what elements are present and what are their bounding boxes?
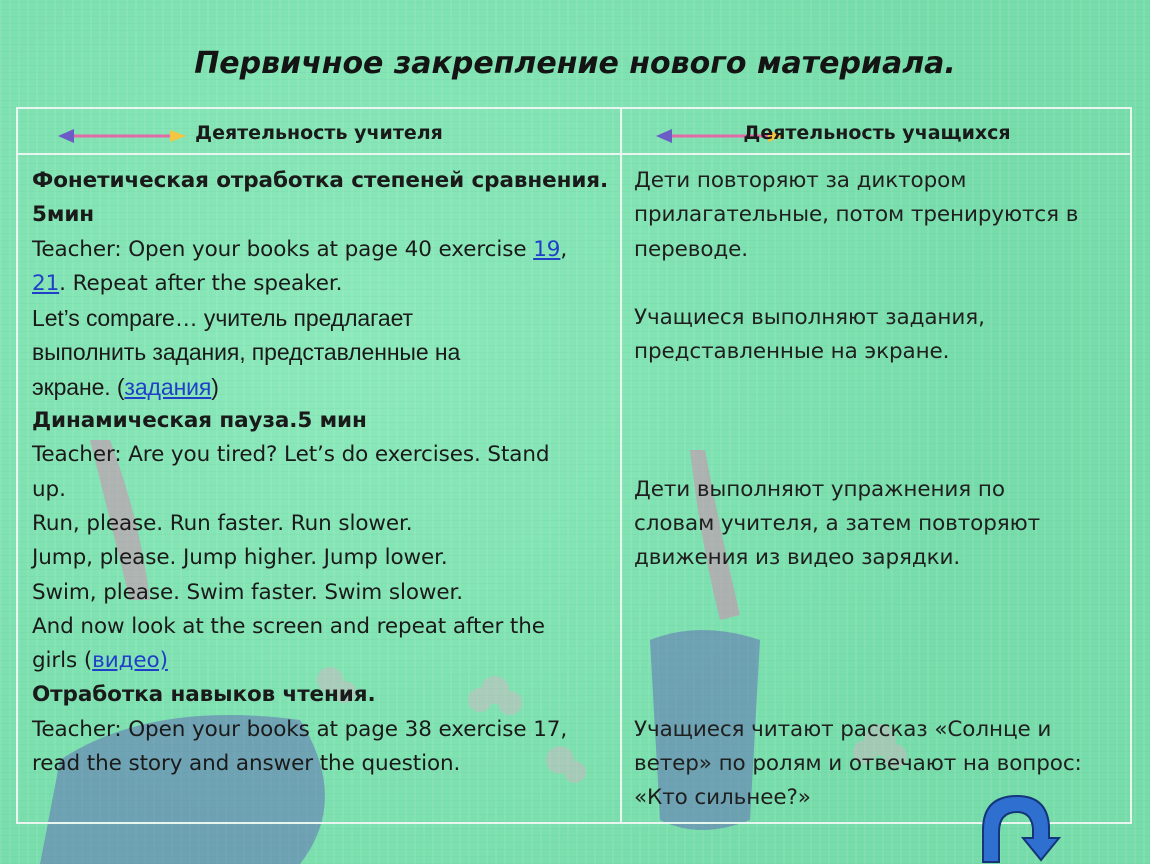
text-line: словам учителя, а затем повторяют	[634, 510, 1040, 536]
teacher-column	[32, 164, 617, 781]
spacer	[634, 644, 1124, 678]
curved-return-arrow-icon[interactable]	[975, 790, 1065, 864]
text-line: переводе.	[634, 236, 749, 262]
page-title: Первичное закрепление нового материала.	[194, 46, 956, 81]
text-line: Учащиеся читают рассказ «Солнце и	[634, 716, 1052, 742]
text-span: )	[211, 373, 219, 400]
column-divider	[620, 109, 622, 822]
header-teacher: Деятельность учителя	[195, 122, 443, 144]
text-span: . Repeat after the speaker.	[59, 270, 343, 296]
text-line: Swim, please. Swim faster. Swim slower.	[32, 579, 463, 605]
text-line: Дети повторяют за диктором	[634, 168, 967, 193]
spacer	[634, 678, 1124, 712]
section-duration: 5мин	[32, 202, 95, 228]
text-line: Teacher: Are you tired? Let’s do exercises. Stand	[32, 442, 550, 468]
text-line	[32, 644, 617, 678]
header-divider	[18, 153, 1130, 155]
text-line: read the story and answer the question.	[32, 751, 461, 777]
text-line	[32, 233, 617, 267]
text-line: up.	[32, 476, 66, 502]
text-line	[32, 370, 617, 404]
text-line: Run, please. Run faster. Run slower.	[32, 510, 413, 536]
video-link[interactable]: видео)	[92, 648, 168, 674]
exercise-19-link[interactable]: 19	[533, 236, 561, 262]
spacer	[634, 610, 1124, 644]
spacer	[634, 438, 1124, 472]
text-line: Jump, please. Jump higher. Jump lower.	[32, 545, 448, 571]
section-heading: Динамическая пауза.5 мин	[32, 408, 367, 434]
text-span: ,	[560, 236, 568, 262]
text-line: And now look at the screen and repeat after the	[32, 613, 545, 639]
header-students: Деятельность учащихся	[743, 122, 1011, 144]
text-line: Let’s compare… учитель предлагает	[32, 305, 413, 332]
spacer	[634, 404, 1124, 438]
text-line: Учащиеся выполняют задания,	[634, 305, 985, 331]
students-column	[634, 164, 1124, 816]
text-span: экране. (	[32, 373, 125, 400]
activity-table	[16, 107, 1132, 824]
text-line: Teacher: Open your books at page 38 exercise 17,	[32, 716, 568, 742]
tasks-link[interactable]: задания	[124, 373, 212, 400]
section-heading: Фонетическая отработка степеней сравнения.	[32, 168, 609, 193]
spacer	[634, 267, 1124, 301]
text-span: Teacher: Open your books at page 40 exercise	[32, 236, 534, 262]
text-line	[32, 267, 617, 301]
spacer	[634, 370, 1124, 404]
spacer	[634, 576, 1124, 610]
text-line: «Кто сильнее?»	[634, 785, 811, 811]
text-line: движения из видео зарядки.	[634, 545, 961, 571]
text-line: прилагательные, потом тренируются в	[634, 202, 1079, 228]
section-heading: Отработка навыков чтения.	[32, 682, 376, 708]
exercise-21-link[interactable]: 21	[32, 270, 60, 296]
text-span: girls (	[32, 648, 93, 674]
text-line: ветер» по ролям и отвечают на вопрос:	[634, 751, 1082, 777]
text-line: представленные на экране.	[634, 339, 950, 365]
text-line: Дети выполняют упражнения по	[634, 476, 1005, 502]
text-line: выполнить задания, представленные на	[32, 339, 461, 366]
